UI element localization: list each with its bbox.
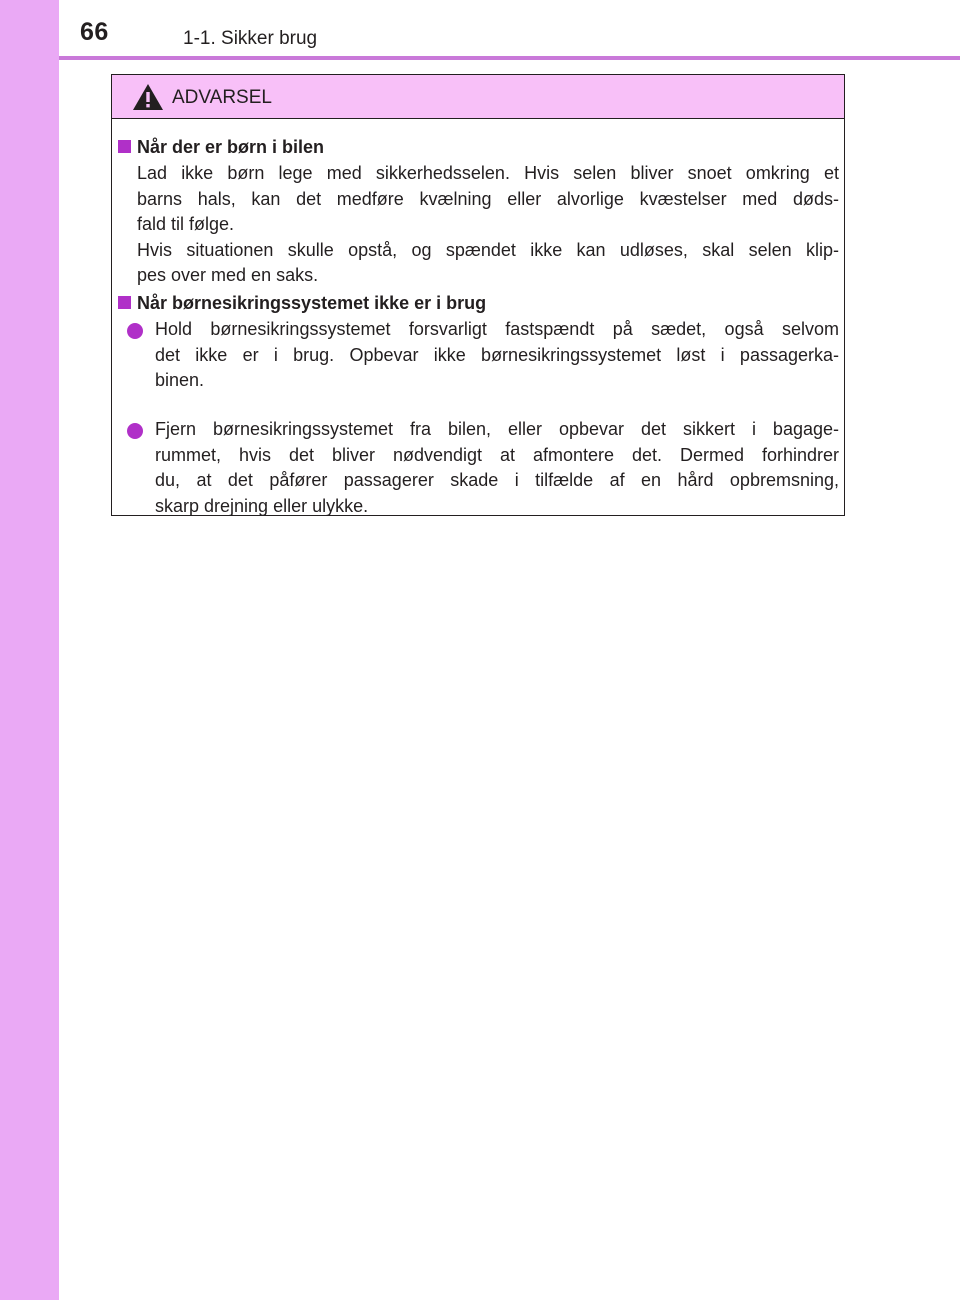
warning-header [112,75,844,119]
text-line: Fjern børnesikringssystemet fra bilen, eller opbevar det sikkert i bagage- [155,419,839,439]
text-line: Lad ikke børn lege med sikkerhedsselen. Hvis selen bliver snoet omkring et [137,163,839,183]
header-rule [59,56,960,60]
section-title: 1-1. Sikker brug [183,28,318,49]
section-heading-text: Når der er børn i bilen [137,137,325,157]
round-bullet-icon [127,323,143,339]
text-line: du, at det påfører passagerer skade i tilfælde af en hård opbremsning, [155,470,839,490]
section-heading [118,293,486,314]
text-line: rummet, hvis det bliver nødvendigt at afmontere det. Dermed forhindrer [155,444,839,465]
warning-triangle-icon [132,83,164,111]
text-line: Hold børnesikringssystemet forsvarligt fastspændt på sædet, også selvom [155,319,839,339]
text-line: binen. [155,370,205,390]
square-bullet-icon [118,296,131,309]
section-heading [118,137,324,158]
section-heading-text: Når børnesikringssystemet ikke er i brug [137,293,487,313]
warning-box [111,74,845,516]
sidebar-tab [0,0,59,1300]
round-bullet-icon [127,423,143,439]
warning-title: ADVARSEL [172,87,272,108]
text-line: fald til følge. [137,214,235,234]
square-bullet-icon [118,140,131,153]
paragraph [137,161,839,289]
page-number: 66 [80,18,109,46]
text-line: pes over med en saks. [137,265,319,285]
text-line: Hvis situationen skulle opstå, og spændet ikke kan udløses, skal selen klip- [137,239,839,260]
text-line: skarp drejning eller ulykke. [155,495,369,516]
text-line: barns hals, kan det medføre kvælning eller alvorlige kvæstelser med døds- [137,188,839,209]
bullet-paragraph [155,317,839,394]
bullet-paragraph [155,417,839,519]
text-line: det ikke er i brug. Opbevar ikke børnesikringssystemet løst i passagerka- [155,344,839,365]
